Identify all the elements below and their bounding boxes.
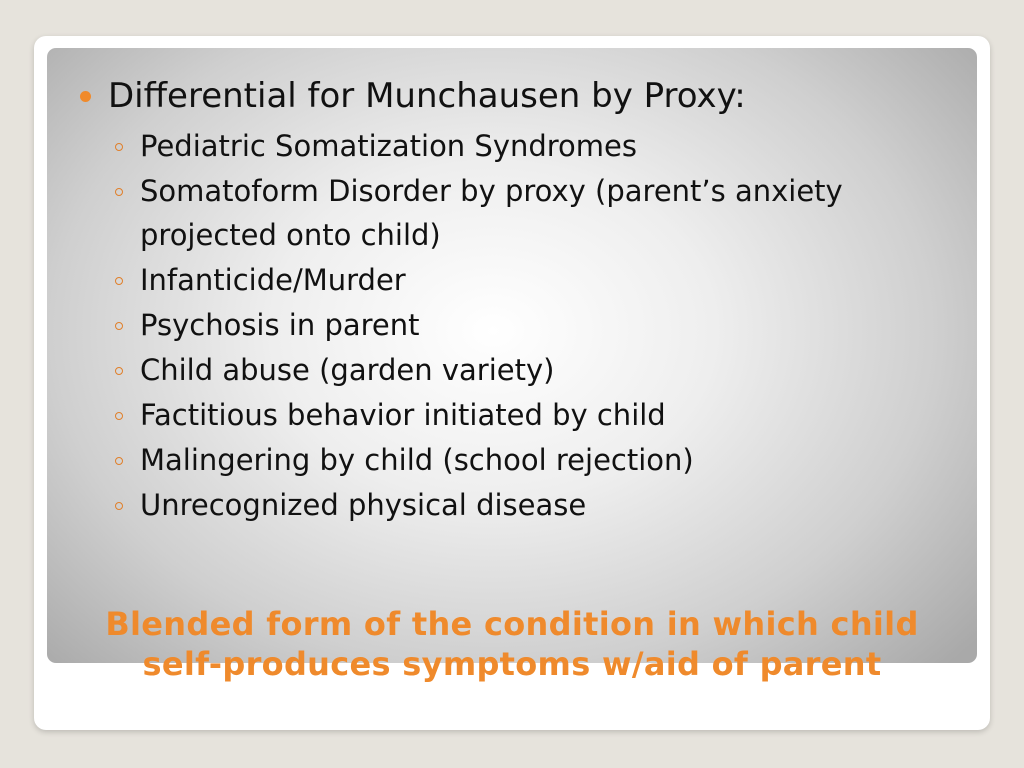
list-item (80, 124, 960, 168)
list-item-text: Infanticide/Murder (140, 263, 406, 297)
list-item (80, 483, 960, 527)
slide-title-line-2: self-produces symptoms w/aid of parent (142, 645, 882, 683)
list-item-text: Malingering by child (school rejection) (140, 443, 694, 477)
main-bullet-text: Differential for Munchausen by Proxy: (108, 76, 746, 116)
slide-title-line-1: Blended form of the condition in which child (105, 605, 919, 643)
ring-bullet-icon (115, 322, 123, 330)
sub-bullet-list (80, 124, 960, 527)
list-item (80, 303, 960, 347)
list-item-text: Factitious behavior initiated by child (140, 398, 666, 432)
main-bullet (80, 74, 960, 118)
ring-bullet-icon (115, 188, 123, 196)
filled-dot-icon (80, 91, 91, 102)
list-item (80, 348, 960, 392)
list-item (80, 438, 960, 482)
bullet-list (80, 74, 960, 528)
ring-bullet-icon (115, 502, 123, 510)
list-item (80, 393, 960, 437)
ring-bullet-icon (115, 143, 123, 151)
list-item-text: Child abuse (garden variety) (140, 353, 555, 387)
slide-title (47, 604, 977, 684)
list-item (80, 169, 960, 257)
list-item-text: Pediatric Somatization Syndromes (140, 129, 637, 163)
list-item-text: Somatoform Disorder by proxy (parent’s anxiety projected onto child) (140, 174, 843, 252)
ring-bullet-icon (115, 412, 123, 420)
ring-bullet-icon (115, 457, 123, 465)
list-item-text: Psychosis in parent (140, 308, 420, 342)
ring-bullet-icon (115, 367, 123, 375)
list-item (80, 258, 960, 302)
ring-bullet-icon (115, 277, 123, 285)
list-item-text: Unrecognized physical disease (140, 488, 587, 522)
